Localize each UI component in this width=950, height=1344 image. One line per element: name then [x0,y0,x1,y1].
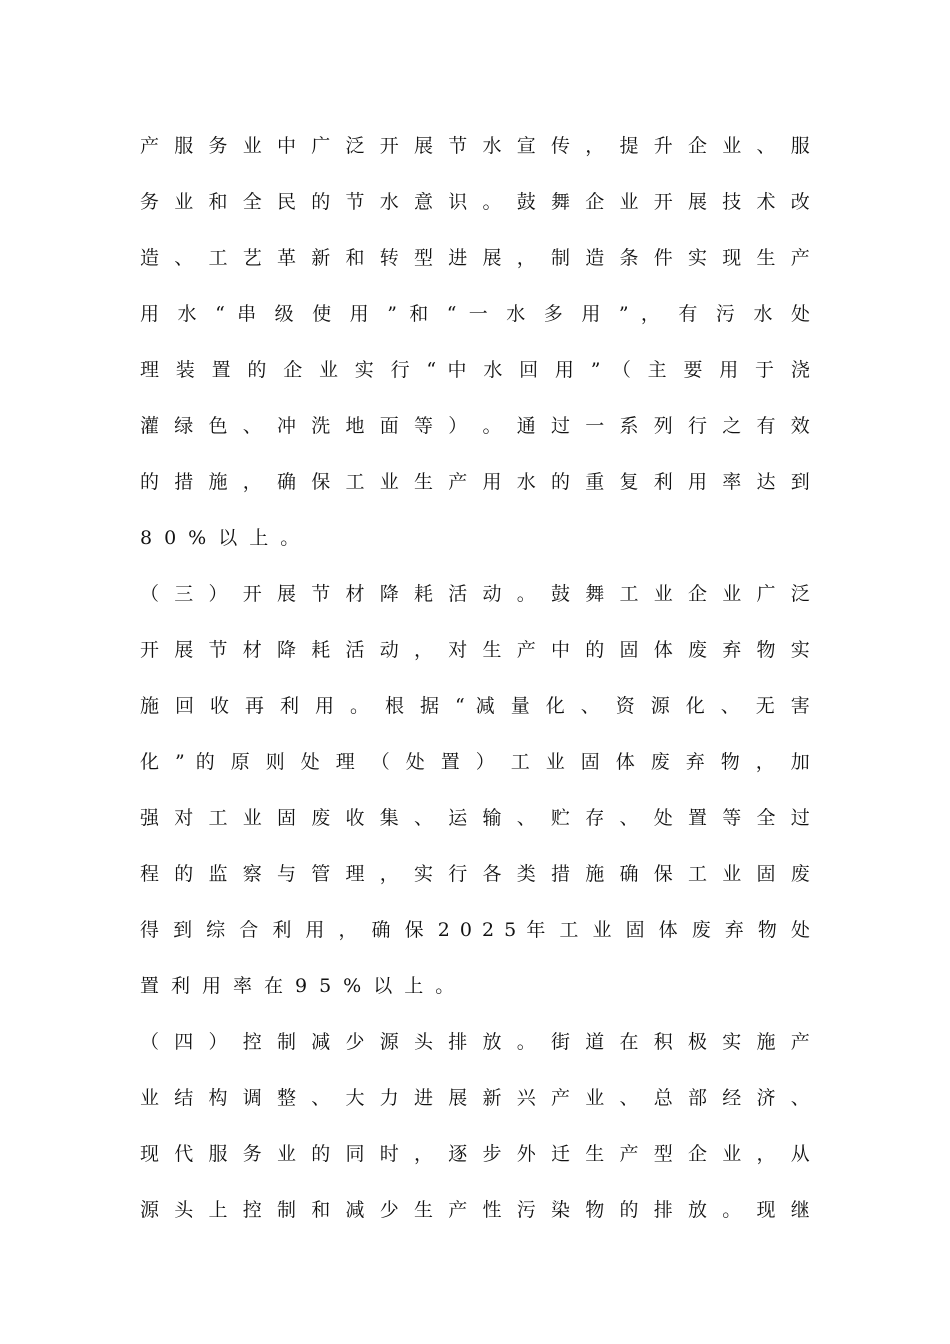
text-line: 的 措 施 ， 确 保 工 业 生 产 用 水 的 重 复 利 用 率 达 到 [140,471,810,493]
text-line: 造 、 工 艺 革 新 和 转 型 进 展 ， 制 造 条 件 实 现 生 产 [140,247,810,269]
text-line: 用 水 “ 串 级 使 用 ” 和 “ 一 水 多 用 ” ， 有 污 水 处 [140,303,810,325]
text-line: 产 服 务 业 中 广 泛 开 展 节 水 宣 传 ， 提 升 企 业 、 服 [140,135,810,157]
text-line: 80%以上。 [140,527,312,549]
text-line: 置利用率在95%以上。 [140,975,467,997]
text-line: 现 代 服 务 业 的 同 时 ， 逐 步 外 迁 生 产 型 企 业 ， 从 [140,1143,810,1165]
text-line: 务 业 和 全 民 的 节 水 意 识 。 鼓 舞 企 业 开 展 技 术 改 [140,191,810,213]
text-line: 程 的 监 察 与 管 理 ， 实 行 各 类 措 施 确 保 工 业 固 废 [140,863,810,885]
text-line: 施 回 收 再 利 用 。 根 据 “ 减 量 化 、 资 源 化 、 无 害 [140,695,810,717]
text-line: （ 三 ） 开 展 节 材 降 耗 活 动 。 鼓 舞 工 业 企 业 广 泛 [140,583,810,605]
text-line: （ 四 ） 控 制 减 少 源 头 排 放 。 街 道 在 积 极 实 施 产 [140,1031,810,1053]
text-line: 得 到 综 合 利 用 ， 确 保 2 0 2 5 年 工 业 固 体 废 弃 物 处 [140,919,810,941]
text-line: 强 对 工 业 固 废 收 集 、 运 输 、 贮 存 、 处 置 等 全 过 [140,807,810,829]
text-line: 源 头 上 控 制 和 减 少 生 产 性 污 染 物 的 排 放 。 现 继 [140,1199,810,1221]
text-line: 理 装 置 的 企 业 实 行 “ 中 水 回 用 ” （ 主 要 用 于 浇 [140,359,810,381]
text-line: 灌 绿 色 、 冲 洗 地 面 等 ） 。 通 过 一 系 列 行 之 有 效 [140,415,810,437]
text-line: 化 ” 的 原 则 处 理 （ 处 置 ） 工 业 固 体 废 弃 物 ， 加 [140,751,810,773]
text-line: 业 结 构 调 整 、 大 力 进 展 新 兴 产 业 、 总 部 经 济 、 [140,1087,810,1109]
text-line: 开 展 节 材 降 耗 活 动 ， 对 生 产 中 的 固 体 废 弃 物 实 [140,639,810,661]
body-text [140,118,810,1238]
